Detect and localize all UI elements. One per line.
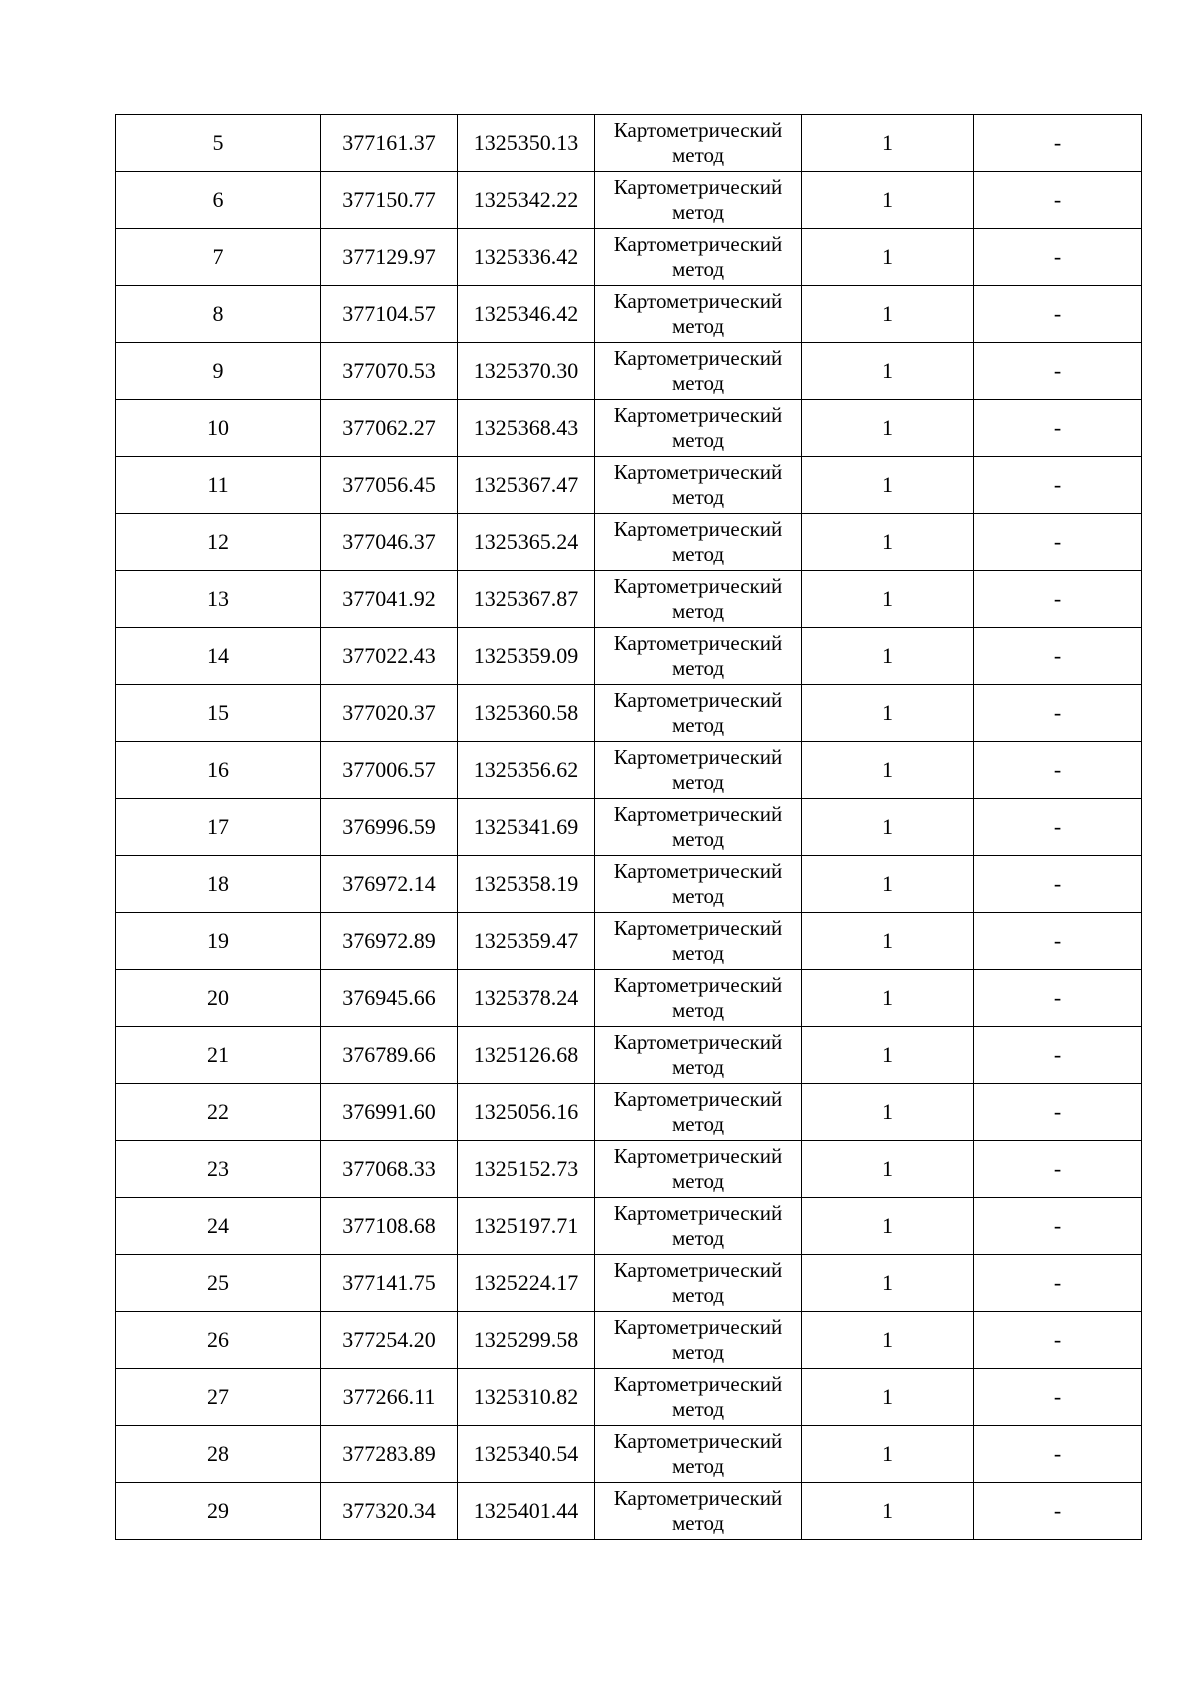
y-coordinate-cell: 1325342.22: [458, 172, 595, 229]
accuracy-cell: 1: [802, 514, 974, 571]
table-row: [116, 457, 1142, 514]
x-coordinate-cell: 377046.37: [321, 514, 458, 571]
point-number-cell: 20: [116, 970, 321, 1027]
point-number-cell: 24: [116, 1198, 321, 1255]
point-number-cell: 5: [116, 115, 321, 172]
point-number-cell: 17: [116, 799, 321, 856]
y-coordinate-cell: 1325367.87: [458, 571, 595, 628]
method-cell: Картометрический метод: [595, 343, 802, 400]
x-coordinate-cell: 377006.57: [321, 742, 458, 799]
point-number-cell: 29: [116, 1483, 321, 1540]
table-row: [116, 1255, 1142, 1312]
point-number-cell: 14: [116, 628, 321, 685]
x-coordinate-cell: 377266.11: [321, 1369, 458, 1426]
x-coordinate-cell: 376789.66: [321, 1027, 458, 1084]
point-number-cell: 9: [116, 343, 321, 400]
table-row: [116, 1027, 1142, 1084]
table-row: [116, 400, 1142, 457]
note-cell: -: [974, 172, 1142, 229]
note-cell: -: [974, 685, 1142, 742]
method-cell: Картометрический метод: [595, 1141, 802, 1198]
y-coordinate-cell: 1325346.42: [458, 286, 595, 343]
accuracy-cell: 1: [802, 1426, 974, 1483]
accuracy-cell: 1: [802, 970, 974, 1027]
table-row: [116, 514, 1142, 571]
y-coordinate-cell: 1325310.82: [458, 1369, 595, 1426]
method-cell: Картометрический метод: [595, 799, 802, 856]
accuracy-cell: 1: [802, 1483, 974, 1540]
accuracy-cell: 1: [802, 742, 974, 799]
x-coordinate-cell: 377062.27: [321, 400, 458, 457]
x-coordinate-cell: 377141.75: [321, 1255, 458, 1312]
method-cell: Картометрический метод: [595, 400, 802, 457]
x-coordinate-cell: 377041.92: [321, 571, 458, 628]
method-cell: Картометрический метод: [595, 913, 802, 970]
accuracy-cell: 1: [802, 1198, 974, 1255]
table-row: [116, 913, 1142, 970]
x-coordinate-cell: 377283.89: [321, 1426, 458, 1483]
method-cell: Картометрический метод: [595, 1198, 802, 1255]
note-cell: -: [974, 1084, 1142, 1141]
y-coordinate-cell: 1325126.68: [458, 1027, 595, 1084]
note-cell: -: [974, 799, 1142, 856]
note-cell: -: [974, 286, 1142, 343]
coordinates-table-body: [116, 115, 1142, 1540]
note-cell: -: [974, 1255, 1142, 1312]
x-coordinate-cell: 377104.57: [321, 286, 458, 343]
note-cell: -: [974, 571, 1142, 628]
accuracy-cell: 1: [802, 685, 974, 742]
x-coordinate-cell: 376972.14: [321, 856, 458, 913]
table-row: [116, 1312, 1142, 1369]
y-coordinate-cell: 1325370.30: [458, 343, 595, 400]
table-row: [116, 628, 1142, 685]
y-coordinate-cell: 1325360.58: [458, 685, 595, 742]
note-cell: -: [974, 229, 1142, 286]
accuracy-cell: 1: [802, 172, 974, 229]
note-cell: -: [974, 913, 1142, 970]
y-coordinate-cell: 1325336.42: [458, 229, 595, 286]
y-coordinate-cell: 1325359.09: [458, 628, 595, 685]
x-coordinate-cell: 376991.60: [321, 1084, 458, 1141]
accuracy-cell: 1: [802, 799, 974, 856]
table-row: [116, 1483, 1142, 1540]
point-number-cell: 25: [116, 1255, 321, 1312]
point-number-cell: 8: [116, 286, 321, 343]
point-number-cell: 15: [116, 685, 321, 742]
table-row: [116, 343, 1142, 400]
note-cell: -: [974, 514, 1142, 571]
accuracy-cell: 1: [802, 1369, 974, 1426]
x-coordinate-cell: 377022.43: [321, 628, 458, 685]
note-cell: -: [974, 856, 1142, 913]
method-cell: Картометрический метод: [595, 742, 802, 799]
coordinates-table: [115, 114, 1142, 1540]
method-cell: Картометрический метод: [595, 856, 802, 913]
note-cell: -: [974, 400, 1142, 457]
method-cell: Картометрический метод: [595, 970, 802, 1027]
accuracy-cell: 1: [802, 115, 974, 172]
x-coordinate-cell: 377056.45: [321, 457, 458, 514]
method-cell: Картометрический метод: [595, 628, 802, 685]
x-coordinate-cell: 377129.97: [321, 229, 458, 286]
x-coordinate-cell: 377320.34: [321, 1483, 458, 1540]
point-number-cell: 26: [116, 1312, 321, 1369]
x-coordinate-cell: 376972.89: [321, 913, 458, 970]
point-number-cell: 28: [116, 1426, 321, 1483]
method-cell: Картометрический метод: [595, 1255, 802, 1312]
point-number-cell: 27: [116, 1369, 321, 1426]
accuracy-cell: 1: [802, 457, 974, 514]
x-coordinate-cell: 377161.37: [321, 115, 458, 172]
x-coordinate-cell: 376945.66: [321, 970, 458, 1027]
note-cell: -: [974, 970, 1142, 1027]
method-cell: Картометрический метод: [595, 1312, 802, 1369]
y-coordinate-cell: 1325365.24: [458, 514, 595, 571]
x-coordinate-cell: 377108.68: [321, 1198, 458, 1255]
note-cell: -: [974, 1312, 1142, 1369]
x-coordinate-cell: 377254.20: [321, 1312, 458, 1369]
method-cell: Картометрический метод: [595, 457, 802, 514]
table-row: [116, 799, 1142, 856]
x-coordinate-cell: 377070.53: [321, 343, 458, 400]
note-cell: -: [974, 457, 1142, 514]
table-row: [116, 571, 1142, 628]
point-number-cell: 21: [116, 1027, 321, 1084]
method-cell: Картометрический метод: [595, 1483, 802, 1540]
y-coordinate-cell: 1325358.19: [458, 856, 595, 913]
y-coordinate-cell: 1325378.24: [458, 970, 595, 1027]
note-cell: -: [974, 343, 1142, 400]
note-cell: -: [974, 1141, 1142, 1198]
method-cell: Картометрический метод: [595, 229, 802, 286]
y-coordinate-cell: 1325367.47: [458, 457, 595, 514]
note-cell: -: [974, 1483, 1142, 1540]
note-cell: -: [974, 1369, 1142, 1426]
table-row: [116, 970, 1142, 1027]
y-coordinate-cell: 1325368.43: [458, 400, 595, 457]
accuracy-cell: 1: [802, 343, 974, 400]
accuracy-cell: 1: [802, 229, 974, 286]
y-coordinate-cell: 1325197.71: [458, 1198, 595, 1255]
method-cell: Картометрический метод: [595, 115, 802, 172]
method-cell: Картометрический метод: [595, 1027, 802, 1084]
point-number-cell: 7: [116, 229, 321, 286]
table-row: [116, 1084, 1142, 1141]
x-coordinate-cell: 376996.59: [321, 799, 458, 856]
y-coordinate-cell: 1325401.44: [458, 1483, 595, 1540]
x-coordinate-cell: 377068.33: [321, 1141, 458, 1198]
accuracy-cell: 1: [802, 856, 974, 913]
accuracy-cell: 1: [802, 571, 974, 628]
table-row: [116, 1198, 1142, 1255]
table-row: [116, 1369, 1142, 1426]
accuracy-cell: 1: [802, 628, 974, 685]
note-cell: -: [974, 1198, 1142, 1255]
note-cell: -: [974, 1027, 1142, 1084]
point-number-cell: 16: [116, 742, 321, 799]
table-row: [116, 742, 1142, 799]
point-number-cell: 12: [116, 514, 321, 571]
accuracy-cell: 1: [802, 286, 974, 343]
point-number-cell: 10: [116, 400, 321, 457]
point-number-cell: 22: [116, 1084, 321, 1141]
point-number-cell: 13: [116, 571, 321, 628]
accuracy-cell: 1: [802, 1312, 974, 1369]
table-row: [116, 286, 1142, 343]
y-coordinate-cell: 1325340.54: [458, 1426, 595, 1483]
x-coordinate-cell: 377020.37: [321, 685, 458, 742]
note-cell: -: [974, 1426, 1142, 1483]
note-cell: -: [974, 115, 1142, 172]
y-coordinate-cell: 1325056.16: [458, 1084, 595, 1141]
y-coordinate-cell: 1325350.13: [458, 115, 595, 172]
point-number-cell: 23: [116, 1141, 321, 1198]
table-row: [116, 1141, 1142, 1198]
accuracy-cell: 1: [802, 1255, 974, 1312]
y-coordinate-cell: 1325152.73: [458, 1141, 595, 1198]
method-cell: Картометрический метод: [595, 1084, 802, 1141]
y-coordinate-cell: 1325359.47: [458, 913, 595, 970]
point-number-cell: 6: [116, 172, 321, 229]
method-cell: Картометрический метод: [595, 571, 802, 628]
method-cell: Картометрический метод: [595, 172, 802, 229]
table-row: [116, 172, 1142, 229]
accuracy-cell: 1: [802, 913, 974, 970]
note-cell: -: [974, 742, 1142, 799]
accuracy-cell: 1: [802, 400, 974, 457]
point-number-cell: 18: [116, 856, 321, 913]
y-coordinate-cell: 1325356.62: [458, 742, 595, 799]
method-cell: Картометрический метод: [595, 685, 802, 742]
method-cell: Картометрический метод: [595, 286, 802, 343]
y-coordinate-cell: 1325341.69: [458, 799, 595, 856]
point-number-cell: 11: [116, 457, 321, 514]
note-cell: -: [974, 628, 1142, 685]
method-cell: Картометрический метод: [595, 1369, 802, 1426]
method-cell: Картометрический метод: [595, 1426, 802, 1483]
point-number-cell: 19: [116, 913, 321, 970]
table-row: [116, 229, 1142, 286]
accuracy-cell: 1: [802, 1141, 974, 1198]
table-row: [116, 856, 1142, 913]
y-coordinate-cell: 1325224.17: [458, 1255, 595, 1312]
y-coordinate-cell: 1325299.58: [458, 1312, 595, 1369]
table-row: [116, 115, 1142, 172]
table-row: [116, 685, 1142, 742]
table-row: [116, 1426, 1142, 1483]
accuracy-cell: 1: [802, 1084, 974, 1141]
x-coordinate-cell: 377150.77: [321, 172, 458, 229]
method-cell: Картометрический метод: [595, 514, 802, 571]
accuracy-cell: 1: [802, 1027, 974, 1084]
